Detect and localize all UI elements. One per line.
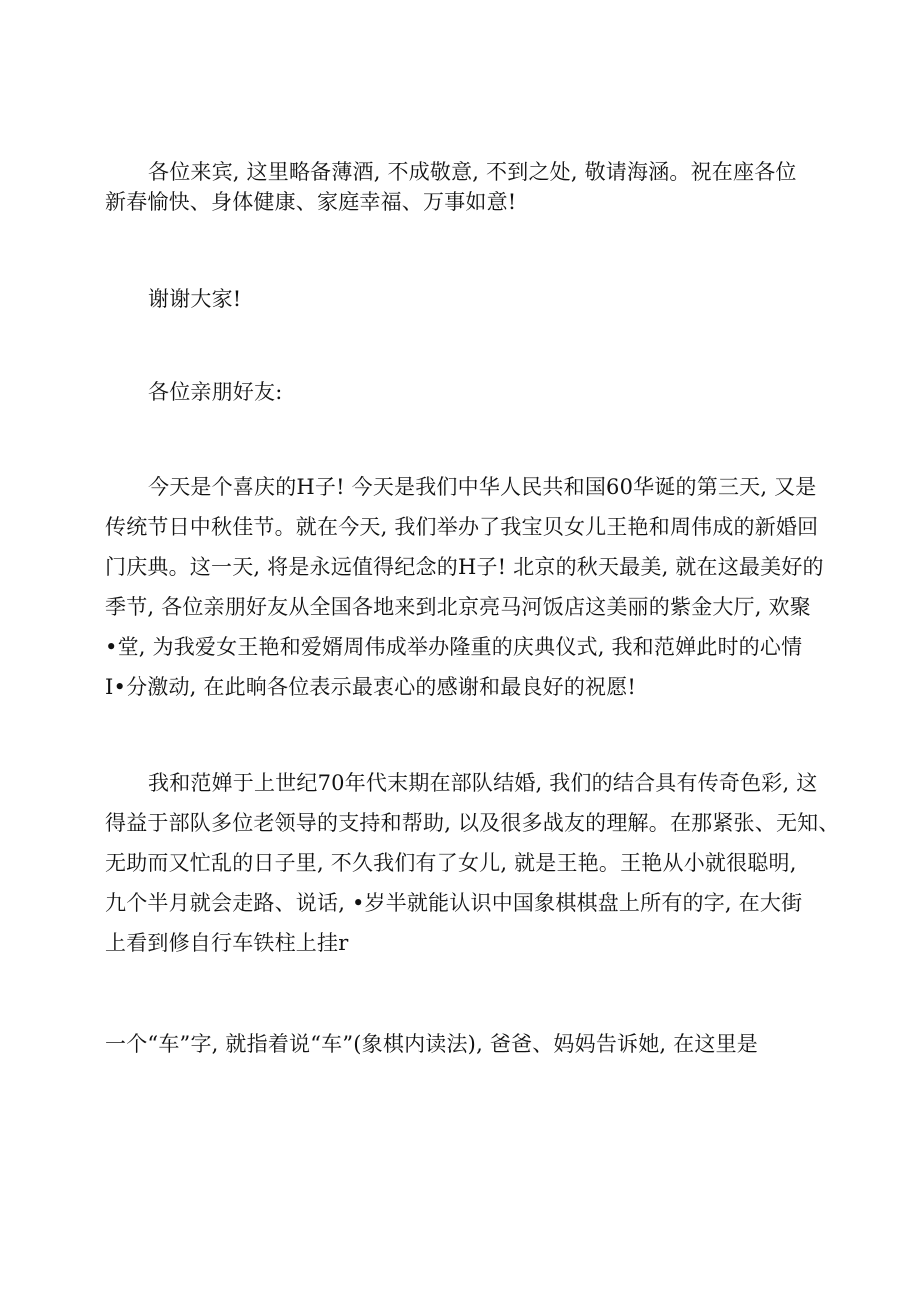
text-line-13: 无助而又忙乱的日子里, 不久我们有了女儿, 就是王艳。王艳从小就很聪明, — [105, 851, 797, 875]
text-line-15: 上看到修自行车铁柱上挂r — [105, 931, 349, 955]
text-line-16: 一个“车”字, 就指着说“车”(象棋内读法), 爸爸、妈妈告诉她, 在这里是 — [105, 1032, 758, 1056]
text-line-4: 各位亲朋好友: — [148, 380, 283, 404]
text-line-2: 新春愉快、身体健康、家庭幸福、万事如意! — [105, 190, 517, 214]
text-line-10: I•分激动, 在此晌各位表示最衷心的感谢和最良好的祝愿! — [105, 675, 637, 699]
text-line-3: 谢谢大家! — [148, 287, 242, 311]
text-line-6: 传统节日中秋佳节。就在今天, 我们举办了我宝贝女儿王艳和周伟成的新婚回 — [105, 515, 819, 539]
text-line-8: 季节, 各位亲朋好友从全国各地来到北京亮马河饭店这美丽的紫金大厅, 欢聚 — [105, 595, 811, 619]
text-line-9: •堂, 为我爱女王艳和爱婿周伟成举办隆重的庆典仪式, 我和范婵此时的心情 — [105, 635, 803, 659]
text-line-1: 各位来宾, 这里略备薄酒, 不成敬意, 不到之处, 敬请海涵。祝在座各位 — [148, 160, 797, 184]
text-line-12: 得益于部队多位老领导的支持和帮助, 以及很多战友的理解。在那紧张、无知、 — [105, 811, 840, 835]
text-line-7: 门庆典。这一天, 将是永远值得纪念的H子! 北京的秋天最美, 就在这最美好的 — [105, 555, 824, 579]
text-line-5: 今天是个喜庆的H子! 今天是我们中华人民共和国60华诞的第三天, 又是 — [148, 475, 817, 499]
text-line-14: 九个半月就会走路、说话, •岁半就能认识中国象棋棋盘上所有的字, 在大街 — [105, 891, 803, 915]
text-line-11: 我和范婵于上世纪70年代末期在部队结婚, 我们的结合具有传奇色彩, 这 — [148, 771, 818, 795]
